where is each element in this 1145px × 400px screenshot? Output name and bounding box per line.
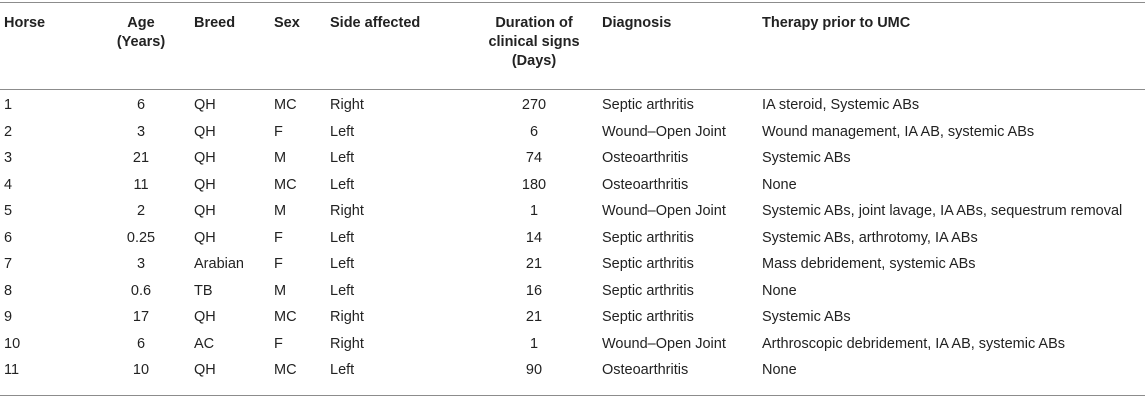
cell-sex: MC	[274, 309, 297, 325]
cell-side-affected: Left	[330, 176, 355, 193]
cell-breed: QH	[194, 150, 216, 166]
header-diagnosis: Diagnosis	[602, 15, 672, 31]
cell-diagnosis: Wound–Open Joint	[602, 203, 726, 219]
cell-duration: 14	[525, 229, 543, 246]
cell-duration: 1	[529, 335, 539, 352]
cell-side-affected: Left	[330, 362, 355, 378]
table-spacer-row	[0, 89, 1145, 97]
table-bottom-rule	[0, 395, 1145, 396]
header-duration-line-2: clinical signs	[488, 34, 580, 50]
cell-sex: MC	[274, 97, 297, 113]
cell-breed: QH	[194, 229, 216, 246]
header-duration	[466, 0, 602, 89]
cell-horse: 1	[4, 97, 13, 113]
table-body	[0, 89, 1145, 389]
header-age-line-2: (Years)	[116, 34, 166, 50]
cell-age: 11	[133, 176, 149, 193]
cell-diagnosis: Osteoarthritis	[602, 150, 689, 166]
cell-therapy: Systemic ABs, arthrotomy, IA ABs	[762, 229, 978, 246]
cell-duration: 6	[529, 123, 539, 140]
cell-side-affected: Right	[330, 335, 364, 352]
header-age-line-1: Age	[127, 15, 155, 31]
cell-sex: M	[274, 203, 287, 219]
cell-horse: 5	[4, 203, 13, 219]
cell-therapy: None	[762, 176, 797, 193]
header-side-affected: Side affected	[330, 15, 421, 31]
cell-age: 0.25	[126, 229, 156, 246]
cell-breed: TB	[194, 282, 213, 299]
spacer-cell	[0, 89, 1145, 97]
cell-breed: QH	[194, 176, 216, 193]
cell-horse: 6	[4, 229, 13, 246]
cell-duration: 1	[529, 203, 539, 219]
cell-horse: 9	[4, 309, 13, 325]
cell-sex: F	[274, 123, 283, 140]
header-breed: Breed	[194, 15, 236, 31]
cell-horse: 2	[4, 123, 13, 140]
table-row	[0, 150, 1145, 177]
cell-age: 6	[136, 97, 146, 113]
cell-age: 10	[132, 362, 150, 378]
table-row	[0, 124, 1145, 151]
cell-age: 0.6	[130, 282, 152, 299]
cell-sex: M	[274, 150, 287, 166]
cell-age: 6	[136, 335, 146, 352]
table-header	[0, 0, 1145, 89]
cell-duration: 270	[521, 97, 547, 113]
table-row	[0, 256, 1145, 283]
cell-sex: MC	[274, 362, 297, 378]
cell-therapy: IA steroid, Systemic ABs	[762, 97, 920, 113]
cell-breed: QH	[194, 309, 216, 325]
cell-diagnosis: Wound–Open Joint	[602, 335, 726, 352]
cell-horse: 7	[4, 256, 13, 272]
cell-age: 21	[132, 150, 150, 166]
cell-sex: F	[274, 256, 283, 272]
cell-breed: QH	[194, 123, 216, 140]
cell-breed: QH	[194, 362, 216, 378]
cell-sex: F	[274, 229, 283, 246]
cell-duration: 16	[525, 282, 543, 299]
cell-duration: 90	[525, 362, 543, 378]
cell-duration: 21	[525, 309, 543, 325]
cell-diagnosis: Septic arthritis	[602, 282, 694, 299]
cell-therapy: None	[762, 362, 797, 378]
cell-breed: QH	[194, 97, 216, 113]
table-row	[0, 230, 1145, 257]
cell-side-affected: Right	[330, 97, 364, 113]
table-row	[0, 283, 1145, 310]
cell-therapy: Mass debridement, systemic ABs	[762, 256, 976, 272]
cell-therapy: Systemic ABs	[762, 150, 851, 166]
cell-sex: F	[274, 335, 283, 352]
cell-diagnosis: Septic arthritis	[602, 256, 694, 272]
table-row	[0, 309, 1145, 336]
header-row	[0, 0, 1145, 89]
cell-diagnosis: Septic arthritis	[602, 229, 694, 246]
cell-breed: AC	[194, 335, 215, 352]
cell-diagnosis: Septic arthritis	[602, 97, 694, 113]
cell-breed: QH	[194, 203, 216, 219]
cell-side-affected: Left	[330, 256, 355, 272]
cell-diagnosis: Septic arthritis	[602, 309, 694, 325]
cell-diagnosis: Wound–Open Joint	[602, 123, 726, 140]
cell-therapy: Arthroscopic debridement, IA AB, systemic ABs	[762, 335, 1066, 352]
cell-side-affected: Left	[330, 123, 355, 140]
cell-therapy: None	[762, 282, 797, 299]
cell-duration: 74	[525, 150, 543, 166]
cell-sex: M	[274, 282, 287, 299]
cell-side-affected: Right	[330, 309, 364, 325]
cell-diagnosis: Osteoarthritis	[602, 176, 689, 193]
cell-horse: 3	[4, 150, 13, 166]
header-duration-line-1: Duration of	[495, 15, 573, 31]
cell-breed: Arabian	[194, 256, 244, 272]
cell-side-affected: Left	[330, 282, 355, 299]
cell-horse: 8	[4, 282, 13, 299]
cell-side-affected: Right	[330, 203, 364, 219]
cell-therapy: Wound management, IA AB, systemic ABs	[762, 123, 1035, 140]
header-duration-line-3: (Days)	[511, 53, 557, 69]
header-therapy: Therapy prior to UMC	[762, 15, 911, 31]
cell-age: 17	[132, 309, 150, 325]
table-row	[0, 362, 1145, 389]
table-row	[0, 177, 1145, 204]
table-row	[0, 336, 1145, 363]
cell-duration: 21	[525, 256, 543, 272]
cell-age: 3	[136, 256, 146, 272]
cell-sex: MC	[274, 176, 297, 193]
cell-side-affected: Left	[330, 229, 355, 246]
cell-horse: 10	[4, 335, 21, 352]
header-sex: Sex	[274, 15, 300, 31]
cell-diagnosis: Osteoarthritis	[602, 362, 689, 378]
cell-therapy: Systemic ABs, joint lavage, IA ABs, sequestrum removal	[762, 203, 1123, 219]
cell-duration: 180	[521, 176, 547, 193]
cell-age: 3	[136, 123, 146, 140]
cell-horse: 4	[4, 176, 13, 193]
cell-side-affected: Left	[330, 150, 355, 166]
cell-therapy: Systemic ABs	[762, 309, 851, 325]
table-row	[0, 203, 1145, 230]
cell-age: 2	[136, 203, 146, 219]
header-horse: Horse	[4, 15, 46, 31]
table-row	[0, 97, 1145, 124]
header-age	[88, 0, 194, 89]
cell-horse: 11	[4, 362, 20, 378]
